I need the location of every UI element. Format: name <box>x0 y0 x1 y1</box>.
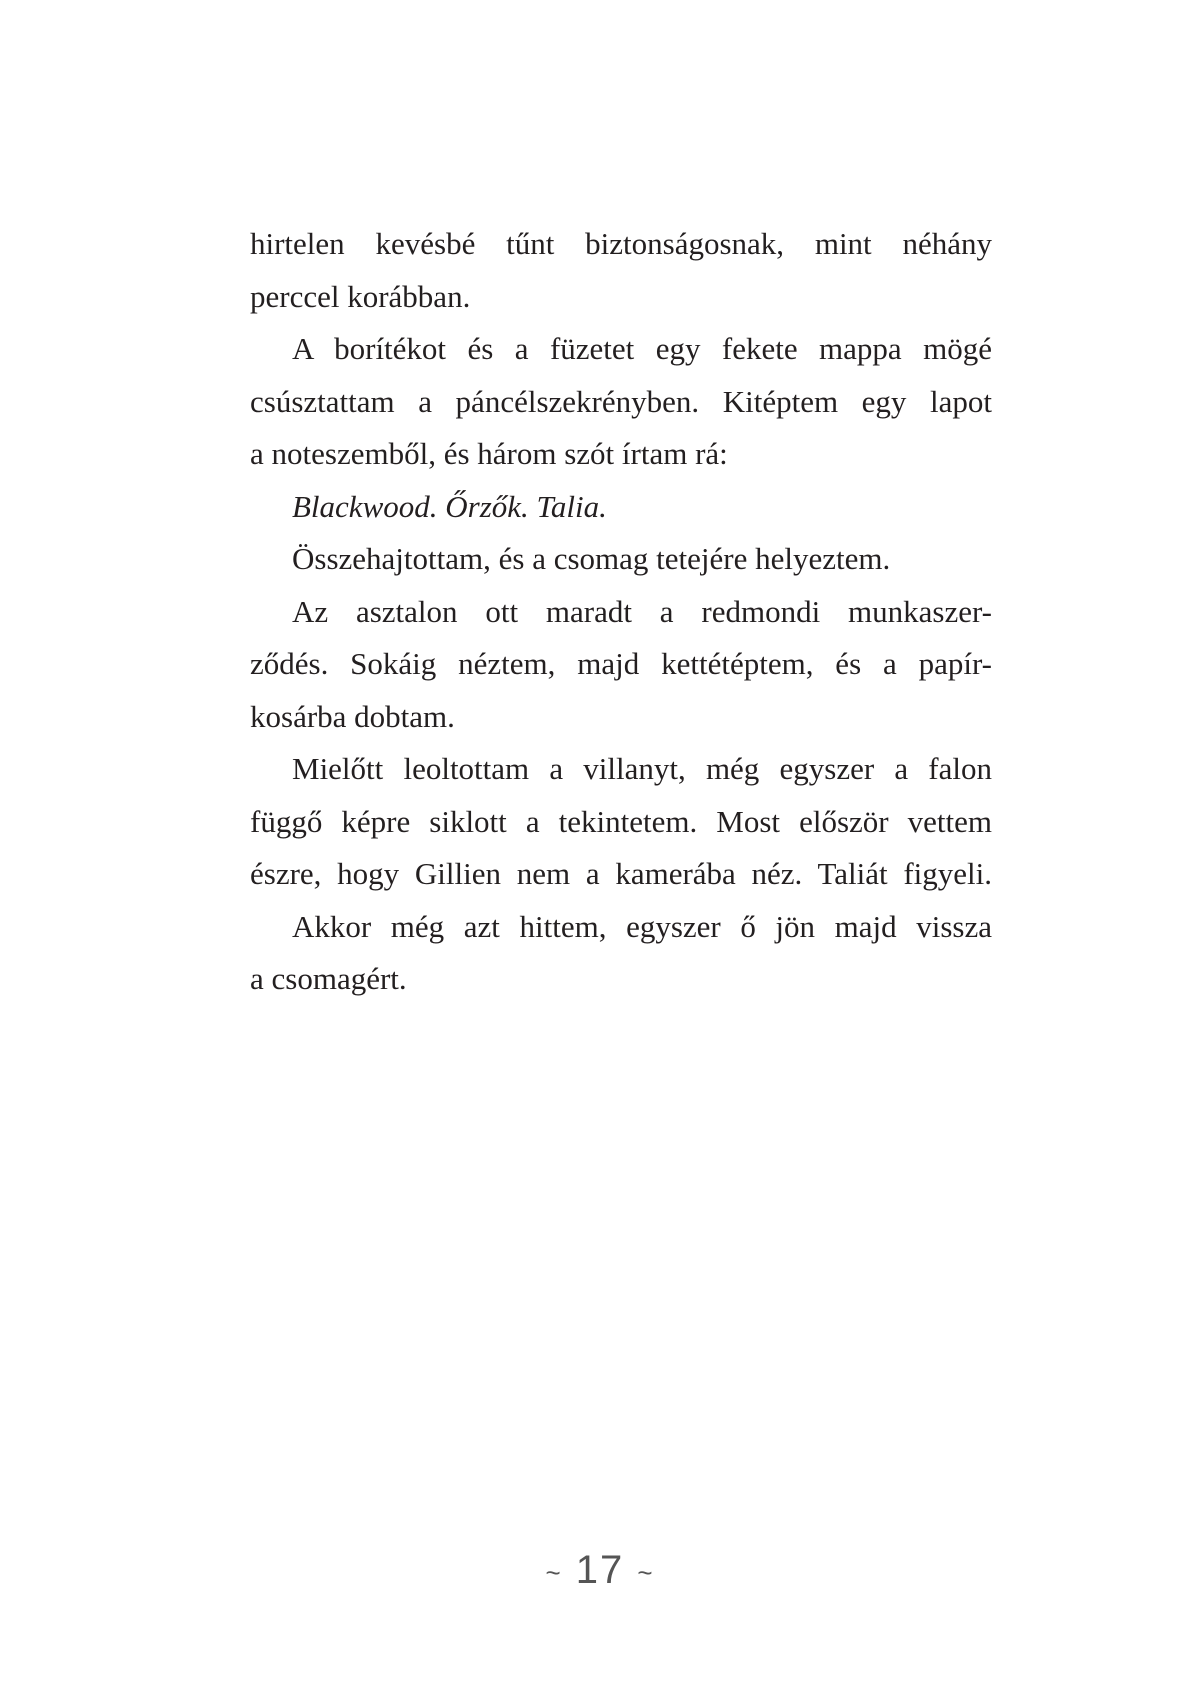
text-line: függő képre siklott a tekintetem. Most először vettem <box>250 803 992 839</box>
text-line: perccel korábban. <box>250 278 471 314</box>
text-line: hirtelen kevésbé tűnt biztonságosnak, mint néhány <box>250 226 992 261</box>
page-number-suffix: ~ <box>637 1557 655 1588</box>
page-number-value: 17 <box>575 1548 625 1592</box>
text-line: A borítékot és a füzetet egy fekete mappa mögé <box>292 331 992 366</box>
text-line: Mielőtt leoltottam a villanyt, még egyszer a falon <box>292 751 992 786</box>
text-line: a noteszemből, és három szót írtam rá: <box>250 436 728 471</box>
text-line: a csomagért. <box>250 961 407 996</box>
text-line: Összehajtottam, és a csomag tetejére helyeztem. <box>292 541 891 576</box>
italic-note-line: Blackwood. Őrzők. Talia. <box>292 488 607 524</box>
text-line: kosárba dobtam. <box>250 698 455 734</box>
page-number-prefix: ~ <box>545 1557 563 1588</box>
text-line: Az asztalon ott maradt a redmondi munkaszer- <box>292 593 992 629</box>
text-line: csúsztattam a páncélszekrényben. Kitéptem egy lapot <box>250 383 992 419</box>
text-line: ződés. Sokáig néztem, majd kettétéptem, és a papír- <box>250 646 992 681</box>
text-line: észre, hogy Gillien nem a kamerába néz. Taliát figyeli. <box>250 856 992 891</box>
page-number <box>0 1540 1200 1602</box>
body-text <box>250 218 992 1006</box>
text-line: Akkor még azt hittem, egyszer ő jön majd vissza <box>292 908 992 944</box>
